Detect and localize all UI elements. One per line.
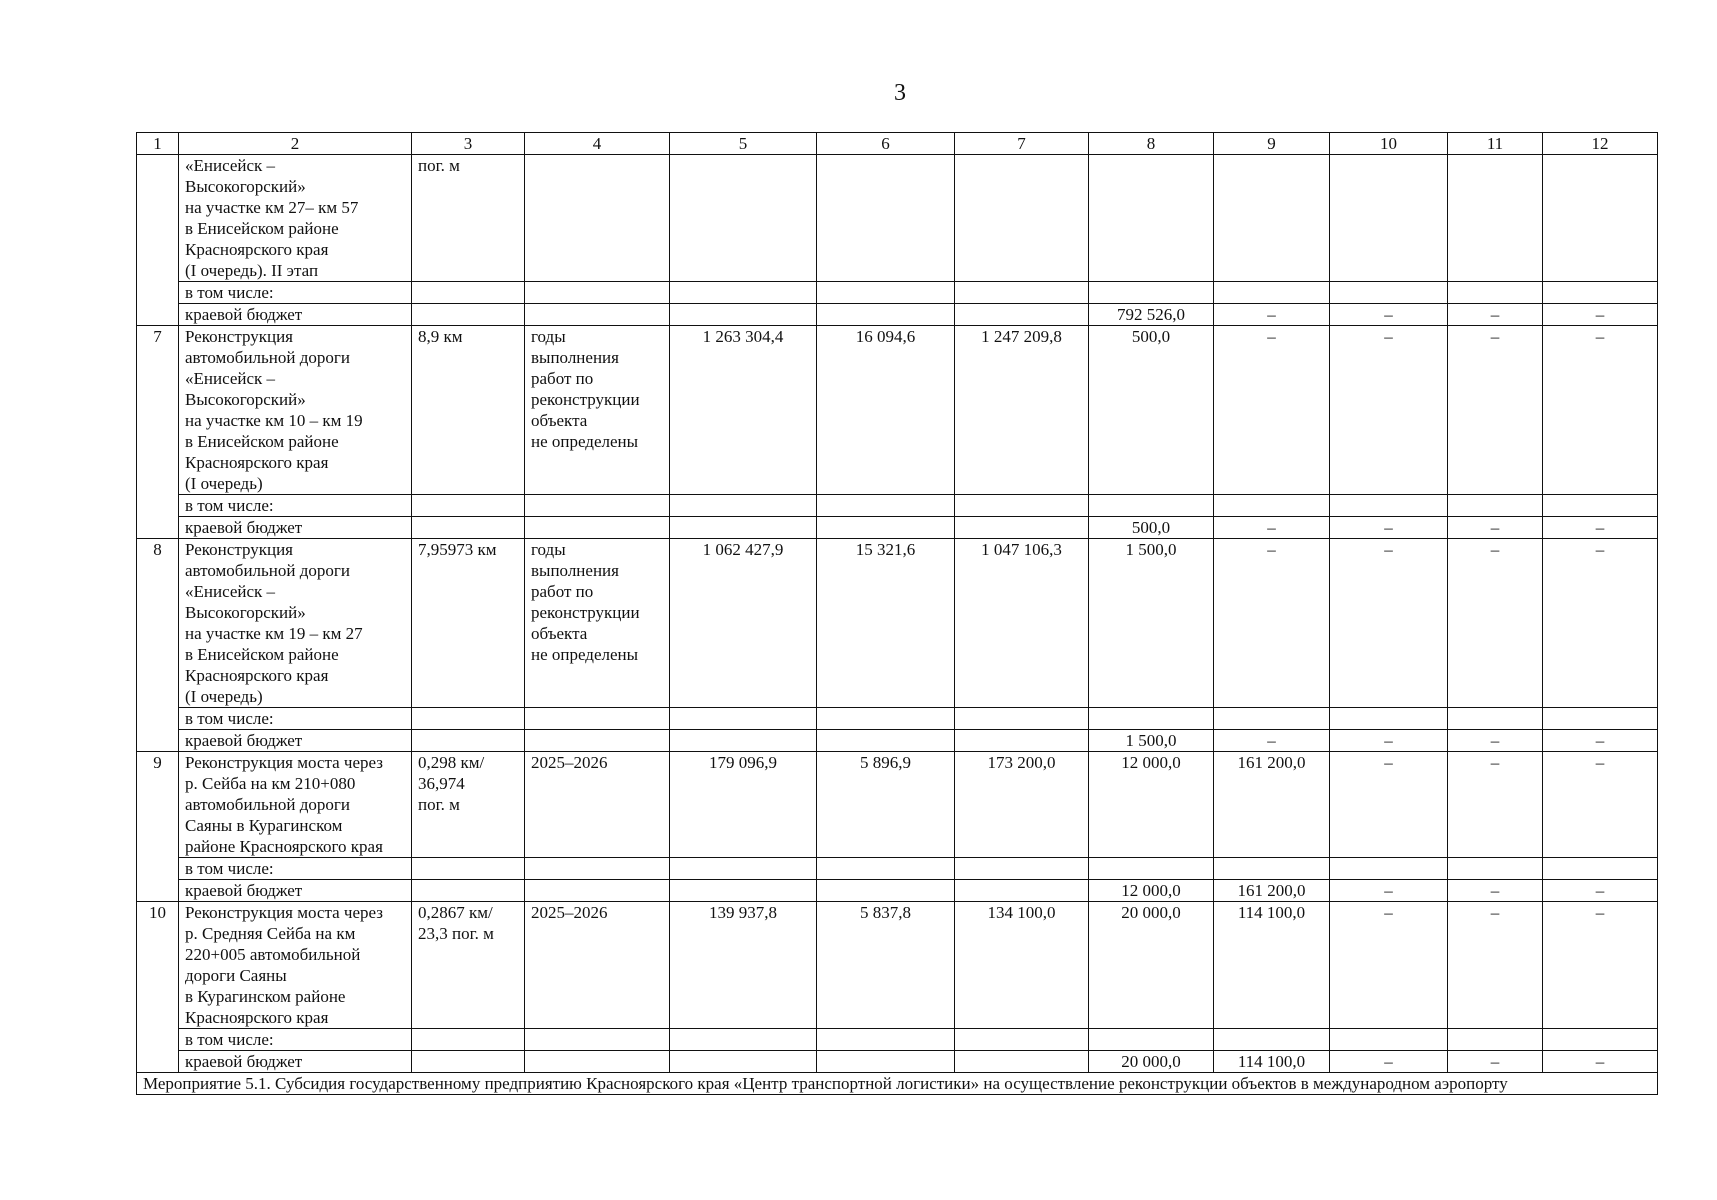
column-number-8: 8: [1089, 133, 1214, 155]
empty-cell: [817, 730, 955, 752]
budget-col-11: –: [1448, 880, 1543, 902]
empty-cell: [670, 1029, 817, 1051]
page-number: 3: [894, 80, 906, 106]
budget-col-8: 20 000,0: [1089, 1051, 1214, 1073]
budget-col-8: 1 500,0: [1089, 730, 1214, 752]
empty-cell: [1330, 858, 1448, 880]
budget-col-8: 792 526,0: [1089, 304, 1214, 326]
empty-cell: [1448, 495, 1543, 517]
object-name: «Енисейск – Высокогорский» на участке км 27– км 57 в Енисейском районе Красноярского края (I очередь). II этап: [179, 155, 412, 282]
table-row: [137, 539, 1658, 708]
empty-cell: [525, 730, 670, 752]
empty-cell: [525, 517, 670, 539]
value-col-9: 114 100,0: [1214, 902, 1330, 1029]
object-name: Реконструкция моста через р. Сейба на км 210+080 автомобильной дороги Саяны в Курагинском районе Красноярского края: [179, 752, 412, 858]
value-col-10: –: [1330, 326, 1448, 495]
empty-cell: [670, 304, 817, 326]
regional-budget-label: краевой бюджет: [179, 304, 412, 326]
capacity: 0,2867 км/ 23,3 пог. м: [412, 902, 525, 1029]
empty-cell: [525, 858, 670, 880]
table-row: [137, 326, 1658, 495]
empty-cell: [525, 708, 670, 730]
regional-budget-label: краевой бюджет: [179, 517, 412, 539]
value-col-11: –: [1448, 326, 1543, 495]
value-col-12: –: [1543, 902, 1658, 1029]
empty-cell: [412, 282, 525, 304]
value-col-12: –: [1543, 326, 1658, 495]
value-col-12: –: [1543, 539, 1658, 708]
capacity: пог. м: [412, 155, 525, 282]
including-row: [137, 858, 1658, 880]
empty-cell: [955, 1051, 1089, 1073]
column-number-12: 12: [1543, 133, 1658, 155]
budget-col-11: –: [1448, 304, 1543, 326]
value-col-6: 15 321,6: [817, 539, 955, 708]
object-name: Реконструкция автомобильной дороги «Енисейск – Высокогорский» на участке км 19 – км 27 в Енисейском районе Красноярского края (I очередь): [179, 539, 412, 708]
value-col-5: 179 096,9: [670, 752, 817, 858]
value-col-5: [670, 155, 817, 282]
header-row: [137, 133, 1658, 155]
regional-budget-row: [137, 1051, 1658, 1073]
regional-budget-label: краевой бюджет: [179, 1051, 412, 1073]
value-col-7: 1 247 209,8: [955, 326, 1089, 495]
budget-col-12: –: [1543, 880, 1658, 902]
empty-cell: [1448, 282, 1543, 304]
budget-col-12: –: [1543, 304, 1658, 326]
value-col-11: [1448, 155, 1543, 282]
empty-cell: [817, 517, 955, 539]
years: [525, 155, 670, 282]
column-number-11: 11: [1448, 133, 1543, 155]
including-label: в том числе:: [179, 1029, 412, 1051]
capacity: 0,298 км/ 36,974 пог. м: [412, 752, 525, 858]
value-col-6: 5 837,8: [817, 902, 955, 1029]
empty-cell: [955, 880, 1089, 902]
budget-col-11: –: [1448, 730, 1543, 752]
regional-budget-label: краевой бюджет: [179, 730, 412, 752]
empty-cell: [1448, 708, 1543, 730]
empty-cell: [670, 730, 817, 752]
empty-cell: [1543, 1029, 1658, 1051]
column-number-5: 5: [670, 133, 817, 155]
empty-cell: [412, 880, 525, 902]
row-number: 7: [137, 326, 179, 539]
empty-cell: [1214, 858, 1330, 880]
value-col-12: [1543, 155, 1658, 282]
value-col-10: –: [1330, 539, 1448, 708]
budget-col-9: 114 100,0: [1214, 1051, 1330, 1073]
empty-cell: [1543, 495, 1658, 517]
value-col-6: 16 094,6: [817, 326, 955, 495]
value-col-8: [1089, 155, 1214, 282]
value-col-7: 173 200,0: [955, 752, 1089, 858]
empty-cell: [1214, 495, 1330, 517]
budget-col-10: –: [1330, 880, 1448, 902]
column-number-9: 9: [1214, 133, 1330, 155]
row-number: 9: [137, 752, 179, 902]
budget-col-9: 161 200,0: [1214, 880, 1330, 902]
activity-row: [137, 1073, 1658, 1095]
budget-col-10: –: [1330, 304, 1448, 326]
empty-cell: [1089, 708, 1214, 730]
value-col-10: [1330, 155, 1448, 282]
empty-cell: [817, 282, 955, 304]
row-number: [137, 155, 179, 326]
object-name: Реконструкция автомобильной дороги «Енисейск – Высокогорский» на участке км 10 – км 19 в Енисейском районе Красноярского края (I очередь): [179, 326, 412, 495]
including-row: [137, 282, 1658, 304]
column-number-10: 10: [1330, 133, 1448, 155]
empty-cell: [525, 495, 670, 517]
column-number-1: 1: [137, 133, 179, 155]
value-col-8: 12 000,0: [1089, 752, 1214, 858]
including-label: в том числе:: [179, 282, 412, 304]
including-label: в том числе:: [179, 495, 412, 517]
value-col-5: 1 263 304,4: [670, 326, 817, 495]
empty-cell: [955, 858, 1089, 880]
including-label: в том числе:: [179, 708, 412, 730]
empty-cell: [670, 1051, 817, 1073]
column-number-4: 4: [525, 133, 670, 155]
empty-cell: [1089, 858, 1214, 880]
capacity: 8,9 км: [412, 326, 525, 495]
regional-budget-label: краевой бюджет: [179, 880, 412, 902]
value-col-9: –: [1214, 326, 1330, 495]
empty-cell: [670, 495, 817, 517]
row-number: 10: [137, 902, 179, 1073]
object-name: Реконструкция моста через р. Средняя Сейба на км 220+005 автомобильной дороги Саяны в Курагинском районе Красноярского края: [179, 902, 412, 1029]
budget-col-10: –: [1330, 730, 1448, 752]
column-number-3: 3: [412, 133, 525, 155]
empty-cell: [670, 282, 817, 304]
value-col-11: –: [1448, 539, 1543, 708]
empty-cell: [525, 1051, 670, 1073]
column-number-6: 6: [817, 133, 955, 155]
years: годы выполнения работ по реконструкции объекта не определены: [525, 539, 670, 708]
value-col-7: 134 100,0: [955, 902, 1089, 1029]
empty-cell: [1543, 858, 1658, 880]
empty-cell: [817, 1051, 955, 1073]
regional-budget-row: [137, 304, 1658, 326]
empty-cell: [955, 730, 1089, 752]
table-row: [137, 155, 1658, 282]
years: 2025–2026: [525, 902, 670, 1029]
regional-budget-row: [137, 880, 1658, 902]
value-col-8: 500,0: [1089, 326, 1214, 495]
empty-cell: [817, 495, 955, 517]
capacity: 7,95973 км: [412, 539, 525, 708]
empty-cell: [955, 495, 1089, 517]
table-row: [137, 752, 1658, 858]
empty-cell: [412, 1051, 525, 1073]
empty-cell: [1330, 495, 1448, 517]
value-col-6: 5 896,9: [817, 752, 955, 858]
budget-col-12: –: [1543, 517, 1658, 539]
budget-col-12: –: [1543, 730, 1658, 752]
value-col-11: –: [1448, 752, 1543, 858]
budget-col-11: –: [1448, 517, 1543, 539]
budget-col-12: –: [1543, 1051, 1658, 1073]
empty-cell: [817, 304, 955, 326]
empty-cell: [412, 858, 525, 880]
empty-cell: [1543, 708, 1658, 730]
column-number-2: 2: [179, 133, 412, 155]
empty-cell: [1214, 1029, 1330, 1051]
activity-title: Мероприятие 5.1. Субсидия государственному предприятию Красноярского края «Центр транспортной логистики» на осуществление реконструкции объектов в международном аэропорту: [137, 1073, 1658, 1095]
empty-cell: [817, 708, 955, 730]
empty-cell: [1448, 1029, 1543, 1051]
empty-cell: [525, 880, 670, 902]
empty-cell: [412, 517, 525, 539]
empty-cell: [412, 495, 525, 517]
empty-cell: [955, 304, 1089, 326]
value-col-8: 20 000,0: [1089, 902, 1214, 1029]
empty-cell: [1214, 708, 1330, 730]
value-col-6: [817, 155, 955, 282]
empty-cell: [1448, 858, 1543, 880]
table-row: [137, 902, 1658, 1029]
budget-col-8: 12 000,0: [1089, 880, 1214, 902]
years: годы выполнения работ по реконструкции объекта не определены: [525, 326, 670, 495]
column-number-7: 7: [955, 133, 1089, 155]
empty-cell: [955, 517, 1089, 539]
value-col-5: 1 062 427,9: [670, 539, 817, 708]
empty-cell: [817, 880, 955, 902]
value-col-7: [955, 155, 1089, 282]
value-col-7: 1 047 106,3: [955, 539, 1089, 708]
row-number: 8: [137, 539, 179, 752]
value-col-11: –: [1448, 902, 1543, 1029]
budget-col-11: –: [1448, 1051, 1543, 1073]
empty-cell: [817, 1029, 955, 1051]
empty-cell: [1330, 708, 1448, 730]
empty-cell: [412, 708, 525, 730]
empty-cell: [1089, 495, 1214, 517]
empty-cell: [412, 1029, 525, 1051]
including-label: в том числе:: [179, 858, 412, 880]
including-row: [137, 495, 1658, 517]
years: 2025–2026: [525, 752, 670, 858]
empty-cell: [670, 880, 817, 902]
value-col-9: [1214, 155, 1330, 282]
budget-col-9: –: [1214, 304, 1330, 326]
value-col-12: –: [1543, 752, 1658, 858]
empty-cell: [525, 304, 670, 326]
empty-cell: [670, 517, 817, 539]
including-row: [137, 708, 1658, 730]
empty-cell: [525, 1029, 670, 1051]
empty-cell: [1089, 1029, 1214, 1051]
value-col-9: 161 200,0: [1214, 752, 1330, 858]
empty-cell: [412, 304, 525, 326]
value-col-9: –: [1214, 539, 1330, 708]
table-body: [137, 133, 1658, 1095]
empty-cell: [670, 858, 817, 880]
empty-cell: [1330, 1029, 1448, 1051]
regional-budget-row: [137, 517, 1658, 539]
empty-cell: [955, 1029, 1089, 1051]
empty-cell: [412, 730, 525, 752]
empty-cell: [817, 858, 955, 880]
value-col-10: –: [1330, 902, 1448, 1029]
budget-col-9: –: [1214, 730, 1330, 752]
program-table: [136, 132, 1658, 1095]
budget-col-9: –: [1214, 517, 1330, 539]
regional-budget-row: [137, 730, 1658, 752]
empty-cell: [955, 282, 1089, 304]
empty-cell: [525, 282, 670, 304]
value-col-5: 139 937,8: [670, 902, 817, 1029]
budget-col-8: 500,0: [1089, 517, 1214, 539]
empty-cell: [1214, 282, 1330, 304]
budget-col-10: –: [1330, 1051, 1448, 1073]
empty-cell: [955, 708, 1089, 730]
empty-cell: [1330, 282, 1448, 304]
empty-cell: [1089, 282, 1214, 304]
empty-cell: [670, 708, 817, 730]
including-row: [137, 1029, 1658, 1051]
value-col-10: –: [1330, 752, 1448, 858]
value-col-8: 1 500,0: [1089, 539, 1214, 708]
budget-col-10: –: [1330, 517, 1448, 539]
empty-cell: [1543, 282, 1658, 304]
